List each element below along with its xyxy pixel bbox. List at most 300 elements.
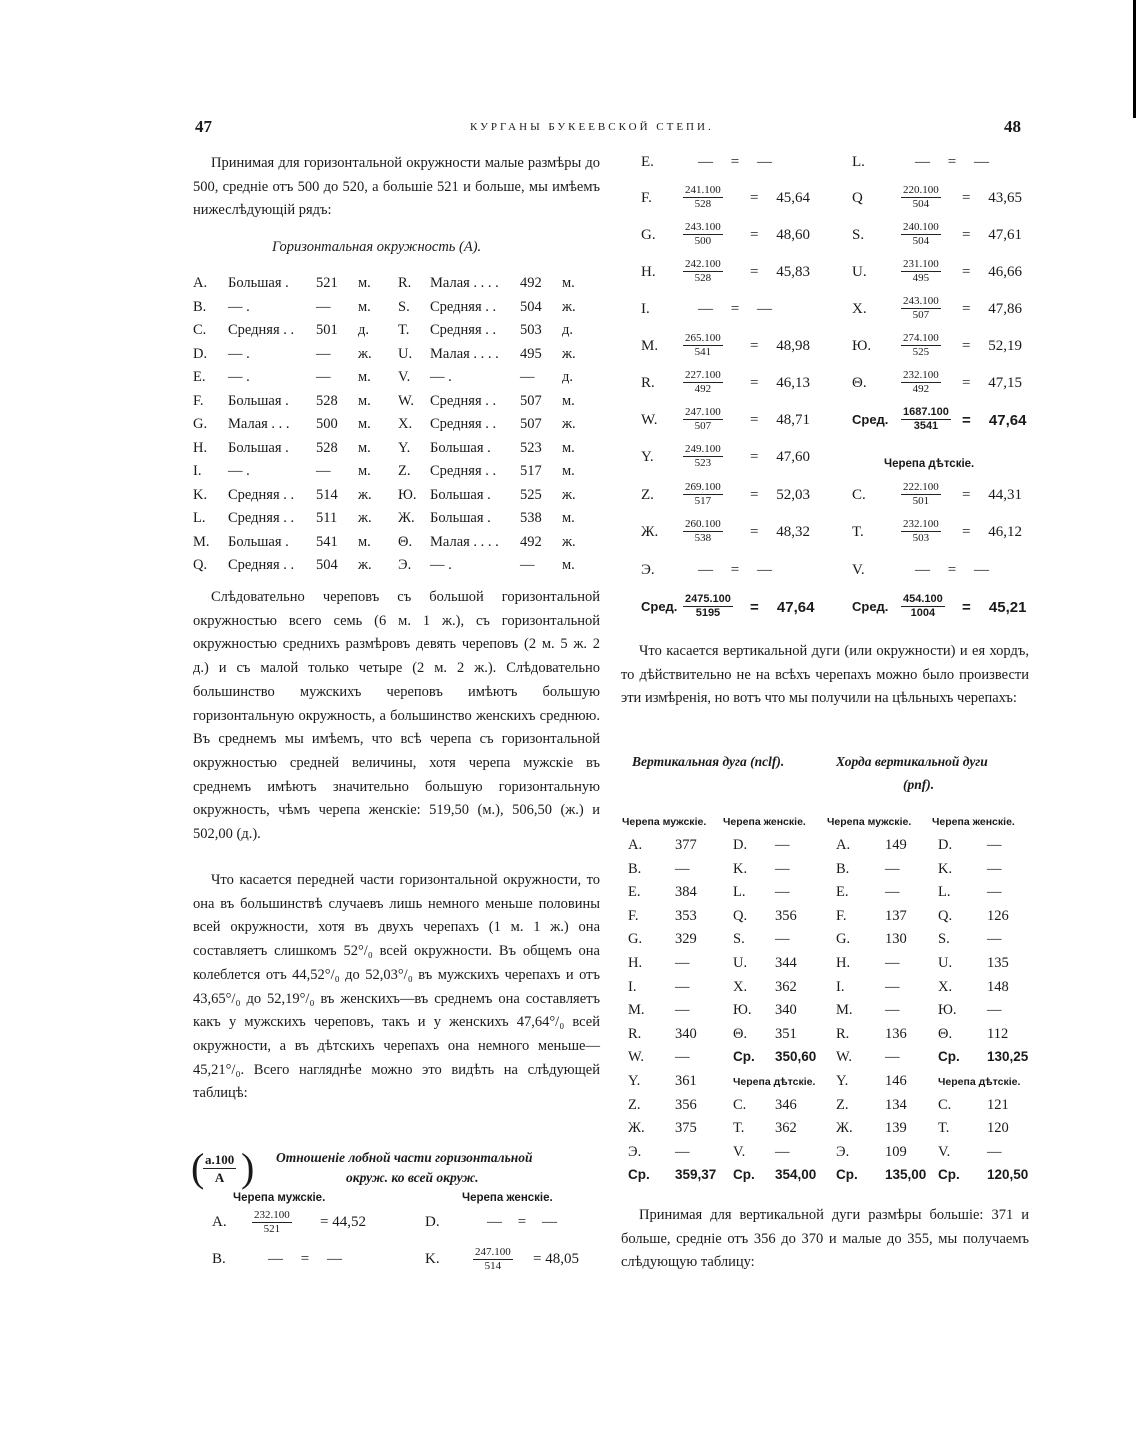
vt-cell: L. [938, 884, 951, 901]
ratio-row-letter: W. [641, 412, 658, 428]
vt-cell: M. [836, 1002, 853, 1019]
hc-cell-c1: — . [228, 345, 250, 362]
vt-cell: — [775, 837, 790, 853]
hc-cell-s1: м. [358, 416, 371, 432]
ratio-value-d: — = — [487, 1214, 557, 1230]
ratio-row-fraction: $\frac{249.100}{523}$ [685, 443, 721, 469]
vt-cell: S. [733, 931, 745, 948]
vt-cell: 136 [885, 1025, 907, 1042]
vt-cell: Ср. [836, 1167, 858, 1183]
ratio-col-male: Черепа мужскіе. [233, 1192, 326, 1204]
ratio-fraction-a: $\frac{232.100}{521}$ [254, 1209, 290, 1235]
ratio-row-value: — = — [698, 301, 772, 317]
vt-cell: — [885, 978, 900, 995]
hc-cell-l2: S. [398, 298, 410, 315]
hc-cell-l1: I. [193, 463, 202, 479]
hc-cell-v2: — [520, 557, 535, 573]
ratio-row-fraction: $\frac{222.100}{501}$ [903, 481, 939, 507]
vt-cell: Q. [938, 907, 953, 924]
vt-cell: 109 [885, 1143, 907, 1160]
ratio-table-title-line2: окруж. ко всей окруж. [346, 1170, 479, 1185]
hc-cell-c1: Малая . . . [228, 416, 290, 432]
vt-cell: A. [628, 837, 643, 853]
hc-cell-s2: м. [562, 392, 575, 409]
right-paragraph-1: Что касается вертикальной дуги (или окружности) и ея хордъ, то дѣйствительно не на всѣхъ черепахъ можно было произвести эти измѣренія, но вотъ что мы получили на цѣльныхъ черепахъ: [621, 643, 1029, 707]
hc-cell-c1: Большая . [228, 533, 289, 550]
hc-cell-c1: — . [228, 369, 250, 385]
ratio-row-letter: E. [641, 154, 654, 170]
vt-cell: 130 [885, 931, 907, 948]
vt-cell: 135 [987, 955, 1009, 971]
vt-cell: Ж. [628, 1120, 645, 1137]
hc-cell-c2: Средняя . . [430, 392, 497, 409]
ratio-row-letter: Θ. [852, 375, 867, 391]
vt-cell: 112 [987, 1025, 1009, 1042]
hc-cell-v1: 528 [316, 392, 338, 409]
ratio-row-letter: Z. [641, 487, 654, 503]
hc-cell-l2: Θ. [398, 533, 413, 550]
vt-cell: Y. [628, 1073, 641, 1089]
hc-cell-s2: м. [562, 463, 575, 479]
ratio-row-value: = 44,31 [962, 487, 1022, 503]
vt-cell: 137 [885, 907, 907, 924]
hc-cell-v2: 507 [520, 392, 542, 409]
ratio-row-letter: H. [641, 264, 656, 280]
hc-cell-l1: G. [193, 416, 208, 432]
hc-cell-v1: 521 [316, 275, 338, 291]
hc-cell-c2: Малая . . . . [430, 533, 499, 550]
page-number-right: 48 [1004, 117, 1021, 136]
vt-cell: Черепа дѣтскіе. [938, 1076, 1021, 1088]
ratio-row-fraction: $\frac{242.100}{528}$ [685, 258, 721, 284]
vt-cell: F. [628, 907, 639, 924]
left-paragraph-1: Слѣдовательно череповъ съ большой горизонтальной окружностью всего семь (6 м. 1 ж.), съ горизонтальной окружностью среднихъ размѣровъ девять череповъ (2 м. 5 ж. 2 д.) и съ малой только четыре (2 м. 2 ж.). Слѣдовательно большинство мужскихъ череповъ имѣютъ большую горизонтальную окружность, а большинство женскихъ среднюю. Въ среднемъ мы имѣемъ, что всѣ черепа съ горизонтальной окружностью средней величины, хотя черепа мужскіе въ среднемъ имѣютъ значительно большую горизонтальную окружность, чѣмъ черепа женскіе: 519,50 (м.), 506,50 (ж.) и 502,00 (д.). [193, 589, 600, 843]
hc-cell-l1: H. [193, 439, 208, 456]
page-number-left: 47 [195, 117, 212, 136]
vt-cell: T. [733, 1120, 745, 1137]
vt-cell: — [885, 955, 900, 971]
vt-header: Черепа женскіе. [932, 816, 1015, 828]
ratio-row-fraction: $\frac{243.100}{507}$ [903, 295, 939, 321]
vt-cell: Ср. [938, 1167, 960, 1183]
hc-cell-v1: 514 [316, 486, 338, 503]
ratio-row-fraction: $\frac{274.100}{525}$ [903, 332, 939, 358]
vt-cell: Y. [836, 1073, 849, 1089]
ratio-row-fraction: $\frac{240.100}{504}$ [903, 221, 939, 247]
hc-cell-s1: м. [358, 369, 371, 385]
hc-cell-s1: ж. [358, 345, 372, 362]
ratio-row-value: = 52,03 [750, 487, 810, 503]
vt-cell: L. [733, 884, 746, 901]
vt-cell: Z. [836, 1096, 849, 1113]
vt-cell: 340 [675, 1025, 697, 1042]
hc-cell-l2: W. [398, 392, 414, 409]
vt-cell: Θ. [938, 1025, 953, 1042]
hc-cell-l2: R. [398, 275, 412, 291]
hc-cell-l2: Ж. [398, 510, 415, 526]
vt-cell: 362 [775, 1120, 797, 1137]
hc-cell-s1: м. [358, 275, 371, 291]
vt-cell: — [675, 860, 690, 877]
right-paragraph-2: Принимая для вертикальной дуги размѣры большіе: 371 и больше, средніе отъ 356 до 370 и малые до 355, мы получаемъ слѣдующую таблицу: [621, 1207, 1029, 1271]
ratio-row-value: = 52,19 [962, 338, 1022, 354]
vt-cell: E. [836, 884, 849, 901]
vt-cell: K. [938, 860, 953, 877]
ratio-row-letter: U. [852, 264, 867, 280]
hc-cell-l1: B. [193, 298, 207, 315]
vt-cell: R. [628, 1025, 642, 1042]
ratio-row-fraction: $\frac{1687.100}{3541}$ [903, 406, 949, 432]
vt-cell: — [987, 1002, 1002, 1019]
ratio-row-value: = 46,66 [962, 264, 1022, 280]
hc-cell-c2: Средняя . . [430, 298, 497, 315]
hc-cell-c2: Малая . . . . [430, 275, 499, 291]
vt-cell: — [775, 884, 790, 901]
vt-cell: 146 [885, 1073, 907, 1089]
hc-cell-s1: м. [358, 298, 371, 315]
vt-cell: V. [938, 1143, 951, 1160]
ratio-row-fraction: $\frac{220.100}{504}$ [903, 184, 939, 210]
ratio-row-value: = 47,64 [750, 599, 815, 616]
vt-cell: 134 [885, 1096, 907, 1113]
hc-cell-v2: 517 [520, 463, 542, 479]
ratio-col-female: Черепа женскіе. [462, 1192, 553, 1204]
hc-cell-l1: L. [193, 510, 206, 526]
vt-cell: X. [938, 978, 953, 995]
hc-cell-l2: X. [398, 416, 413, 432]
hc-cell-v1: — [316, 298, 331, 315]
vt-cell: 375 [675, 1120, 697, 1137]
vertical-chord-title: Хорда вертикальной дуги [836, 754, 988, 769]
hc-cell-l1: F. [193, 392, 204, 409]
vt-cell: C. [938, 1096, 952, 1113]
vt-cell: — [675, 1143, 690, 1160]
hc-cell-s2: м. [562, 439, 575, 456]
ratio-row-letter: Сред. [852, 412, 889, 427]
formula-paren-right: ) [241, 1145, 255, 1190]
vt-cell: F. [836, 907, 847, 924]
vt-cell: Ж. [836, 1120, 853, 1137]
vt-cell: D. [938, 837, 953, 853]
hc-cell-c2: Большая . [430, 486, 491, 503]
hc-cell-v2: 507 [520, 416, 542, 432]
vt-cell: W. [836, 1049, 852, 1066]
hc-cell-s1: ж. [358, 486, 372, 503]
vertical-arc-title: Вертикальная дуга (nclf). [632, 754, 785, 769]
hc-cell-v1: 501 [316, 322, 338, 338]
hc-cell-c2: — . [430, 557, 452, 573]
hc-cell-s1: д. [358, 322, 370, 338]
left-paragraph-2: Что касается передней части горизонтальной окружности, то она въ большинствѣ случаевъ лишь немного меньше половины всей окружности, хотя въ двухъ черепахъ (1 м. 1 ж.) она составляетъ слишкомъ 52°/₀ всей окружности. Въ общемъ она колеблется отъ 44,52°/₀ до 52,03°/₀ въ мужскихъ черепахъ и отъ 43,65°/₀ до 52,19°/₀ въ женскихъ—въ среднемъ она составляетъ какъ у мужскихъ череповъ, такъ и у женскихъ 47,64°/₀ всей окружности, а въ дѣтскихъ черепахъ она немного меньше—45,21°/₀. Всего нагляднѣе можно это видѣть на слѣдующей таблицѣ: [193, 872, 600, 1102]
horizontal-circumference-title: Горизонтальная окружность (A). [272, 239, 482, 255]
vt-cell: Ю. [733, 1002, 752, 1019]
ratio-row-fraction: $\frac{232.100}{503}$ [903, 518, 939, 544]
running-title: КУРГАНЫ БУКЕЕВСКОЙ СТЕПИ. [470, 121, 714, 133]
hc-cell-s1: ж. [358, 557, 372, 573]
vt-cell: M. [628, 1002, 645, 1019]
vt-cell: 359,37 [675, 1167, 717, 1183]
vt-cell: — [775, 931, 790, 948]
ratio-value-b: — = — [268, 1251, 342, 1267]
hc-cell-v1: 541 [316, 533, 338, 550]
hc-cell-l1: E. [193, 369, 206, 385]
hc-cell-s2: м. [562, 557, 575, 573]
hc-cell-s2: ж. [562, 345, 576, 362]
vt-cell: — [675, 978, 690, 995]
ratio-row-value: = 47,86 [962, 301, 1022, 317]
ratio-row-letter: Э. [641, 562, 655, 578]
vt-cell: G. [628, 931, 643, 948]
vt-cell: — [987, 884, 1002, 901]
vt-cell: W. [628, 1049, 644, 1066]
children-label: Черепа дѣтскіе. [884, 458, 975, 470]
vt-cell: B. [836, 860, 850, 877]
ratio-row-value: = 43,65 [962, 190, 1022, 206]
ratio-row-value: = 47,64 [962, 412, 1027, 429]
ratio-row-value: — = — [915, 562, 989, 578]
hc-cell-v2: 492 [520, 275, 542, 291]
vt-cell: Ср. [733, 1167, 755, 1183]
vt-cell: H. [628, 955, 643, 971]
vt-cell: Z. [628, 1096, 641, 1113]
vt-cell: 149 [885, 837, 907, 853]
ratio-row-fraction: $\frac{2475.100}{5195}$ [685, 593, 731, 619]
vt-cell: U. [938, 955, 953, 971]
ratio-row-value: = 46,13 [750, 375, 810, 391]
vt-cell: Э. [836, 1143, 850, 1160]
hc-cell-c1: Большая . [228, 275, 289, 291]
ratio-row-value: = 45,83 [750, 264, 810, 280]
vt-cell: U. [733, 955, 748, 971]
hc-cell-l2: Э. [398, 557, 412, 573]
ratio-row-fraction: $\frac{241.100}{528}$ [685, 184, 721, 210]
vt-cell: R. [836, 1025, 850, 1042]
hc-cell-c1: — . [228, 463, 250, 479]
ratio-row-fraction: $\frac{243.100}{500}$ [685, 221, 721, 247]
vt-cell: — [885, 1049, 900, 1066]
ratio-formula: $\frac{a.100}{A}$ [205, 1152, 235, 1185]
vt-header: Черепа мужскіе. [622, 816, 707, 828]
vt-cell: I. [836, 978, 845, 995]
vt-cell: 362 [775, 978, 797, 995]
ratio-letter-k: K. [425, 1251, 440, 1267]
vt-cell: X. [733, 978, 748, 995]
ratio-letter-d: D. [425, 1214, 440, 1230]
vt-cell: C. [733, 1096, 747, 1113]
ratio-row-fraction: $\frac{269.100}{517}$ [685, 481, 721, 507]
hc-cell-c2: Большая . [430, 439, 491, 456]
vt-cell: Ср. [938, 1049, 960, 1065]
ratio-row-fraction: $\frac{227.100}{492}$ [685, 369, 721, 395]
ratio-row-value: = 47,61 [962, 227, 1022, 243]
hc-cell-v2: — [520, 369, 535, 385]
vt-cell: — [675, 1002, 690, 1019]
ratio-row-fraction: $\frac{260.100}{538}$ [685, 518, 721, 544]
vt-cell: 130,25 [987, 1049, 1029, 1065]
hc-cell-l1: M. [193, 533, 210, 550]
ratio-row-letter: V. [852, 562, 865, 578]
hc-cell-c2: — . [430, 369, 452, 385]
hc-cell-v2: 538 [520, 510, 542, 526]
vt-cell: 120 [987, 1120, 1009, 1137]
vt-cell: 356 [775, 907, 797, 924]
hc-cell-s1: м. [358, 533, 371, 550]
ratio-row-fraction: $\frac{231.100}{495}$ [903, 258, 939, 284]
hc-cell-v1: — [316, 369, 331, 385]
hc-cell-l1: D. [193, 345, 208, 362]
formula-paren-left: ( [191, 1145, 205, 1190]
vt-cell: H. [836, 955, 851, 971]
vt-header: Черепа мужскіе. [827, 816, 912, 828]
vt-cell: 361 [675, 1073, 697, 1089]
hc-cell-l2: Ю. [398, 486, 417, 503]
ratio-row-letter: T. [852, 524, 864, 540]
ratio-row-value: = 48,71 [750, 412, 810, 428]
vt-cell: 384 [675, 884, 697, 901]
ratio-row-letter: R. [641, 375, 655, 391]
hc-cell-v1: 504 [316, 557, 338, 573]
vt-cell: — [775, 1143, 790, 1160]
ratio-row-letter: Y. [641, 449, 654, 465]
vt-cell: K. [733, 860, 748, 877]
vt-cell: 350,60 [775, 1049, 817, 1065]
vt-cell: 121 [987, 1096, 1009, 1113]
vt-cell: 344 [775, 955, 797, 971]
ratio-row-fraction: $\frac{232.100}{492}$ [903, 369, 939, 395]
hc-cell-s2: ж. [562, 416, 576, 432]
vt-cell: V. [733, 1143, 746, 1160]
ratio-row-fraction: $\frac{454.100}{1004}$ [903, 593, 943, 619]
ratio-row-fraction: $\frac{247.100}{507}$ [685, 406, 721, 432]
vt-cell: T. [938, 1120, 950, 1137]
hc-cell-v1: 511 [316, 510, 338, 526]
hc-cell-c1: Средняя . . [228, 557, 295, 573]
vt-cell: 353 [675, 907, 697, 924]
vt-cell: Θ. [733, 1025, 748, 1042]
vt-cell: E. [628, 884, 641, 901]
ratio-row-value: = 47,60 [750, 449, 810, 465]
ratio-fraction-k: $\frac{247.100}{514}$ [475, 1246, 511, 1272]
vt-cell: — [675, 1049, 690, 1066]
hc-cell-c2: Средняя . . [430, 463, 497, 479]
vt-cell: Черепа дѣтскіе. [733, 1076, 816, 1088]
vt-cell: — [885, 884, 900, 901]
hc-cell-s2: ж. [562, 533, 576, 550]
hc-cell-l2: T. [398, 322, 410, 338]
ratio-row-letter: Ж. [641, 524, 659, 540]
vt-cell: — [987, 837, 1002, 853]
hc-cell-v1: — [316, 345, 331, 362]
vt-cell: Ср. [733, 1049, 755, 1065]
hc-cell-l1: A. [193, 275, 208, 291]
vt-cell: Ю. [938, 1002, 957, 1019]
vt-cell: — [675, 955, 690, 971]
hc-cell-c1: Средняя . . [228, 322, 295, 338]
vt-cell: Э. [628, 1143, 642, 1160]
hc-cell-s1: м. [358, 392, 371, 409]
vt-cell: A. [836, 837, 851, 853]
vt-cell: — [885, 1002, 900, 1019]
hc-cell-l2: Y. [398, 439, 411, 456]
ratio-value-k: = 48,05 [533, 1251, 579, 1267]
hc-cell-v2: 523 [520, 439, 542, 456]
ratio-row-letter: S. [852, 227, 865, 243]
hc-cell-v2: 503 [520, 322, 542, 338]
ratio-letter-a: A. [212, 1214, 227, 1230]
vt-cell: — [987, 931, 1002, 948]
ratio-row-letter: Ю. [852, 338, 872, 354]
hc-cell-v2: 525 [520, 486, 542, 503]
hc-cell-c2: Малая . . . . [430, 345, 499, 362]
hc-cell-l1: K. [193, 486, 208, 503]
hc-cell-c1: Большая . [228, 392, 289, 409]
hc-cell-c1: Большая . [228, 439, 289, 456]
ratio-row-value: = 45,64 [750, 190, 810, 206]
ratio-row-value: — = — [915, 154, 989, 170]
ratio-row-letter: X. [852, 301, 867, 317]
left-intro-paragraph: Принимая для горизонтальной окружности малые размѣры до 500, средніе отъ 500 до 520, а большіе 521 и больше, мы имѣемъ нижеслѣдующій рядъ: [193, 155, 600, 219]
hc-cell-s2: м. [562, 275, 575, 291]
ratio-row-fraction: $\frac{265.100}{541}$ [685, 332, 721, 358]
vt-cell: 120,50 [987, 1167, 1029, 1183]
vt-cell: 340 [775, 1002, 797, 1019]
ratio-row-value: = 46,12 [962, 524, 1022, 540]
vt-cell: Ср. [628, 1167, 650, 1183]
hc-cell-v2: 492 [520, 533, 542, 550]
ratio-row-value: = 48,32 [750, 524, 810, 540]
vt-cell: — [885, 860, 900, 877]
hc-cell-v2: 495 [520, 345, 542, 362]
ratio-row-letter: Сред. [641, 599, 678, 614]
hc-cell-v1: 500 [316, 416, 338, 432]
ratio-row-letter: L. [852, 154, 865, 170]
hc-cell-c1: Средняя . . [228, 510, 295, 526]
vt-cell: G. [836, 931, 851, 948]
ratio-row-letter: C. [852, 487, 866, 503]
vt-cell: 377 [675, 837, 697, 853]
vt-cell: B. [628, 860, 642, 877]
ratio-row-letter: G. [641, 227, 656, 243]
hc-cell-c2: Большая . [430, 510, 491, 526]
ratio-row-value: = 48,98 [750, 338, 810, 354]
hc-cell-l1: Q. [193, 557, 208, 573]
vt-cell: — [987, 860, 1002, 877]
vt-cell: S. [938, 931, 950, 948]
hc-cell-s1: ж. [358, 510, 372, 526]
ratio-row-value: — = — [698, 154, 772, 170]
hc-cell-s1: м. [358, 439, 371, 456]
ratio-row-value: = 47,15 [962, 375, 1022, 391]
hc-cell-l2: U. [398, 345, 413, 362]
hc-cell-l2: Z. [398, 463, 411, 479]
vt-cell: I. [628, 978, 637, 995]
hc-cell-v1: — [316, 463, 331, 479]
hc-cell-s2: д. [562, 322, 574, 338]
vt-cell: 356 [675, 1096, 697, 1113]
ratio-row-value: = 45,21 [962, 599, 1027, 616]
vt-cell: 139 [885, 1120, 907, 1137]
hc-cell-l1: C. [193, 322, 207, 338]
ratio-row-letter: Q [852, 190, 863, 206]
ratio-row-letter: M. [641, 338, 659, 354]
hc-cell-c1: Средняя . . [228, 486, 295, 503]
vt-cell: 126 [987, 907, 1009, 924]
hc-cell-v1: 528 [316, 439, 338, 456]
ratio-value-a: = 44,52 [320, 1214, 366, 1230]
ratio-letter-b: B. [212, 1251, 226, 1267]
vt-cell: 135,00 [885, 1167, 927, 1183]
vertical-chord-title-2: (pnf). [903, 777, 935, 792]
